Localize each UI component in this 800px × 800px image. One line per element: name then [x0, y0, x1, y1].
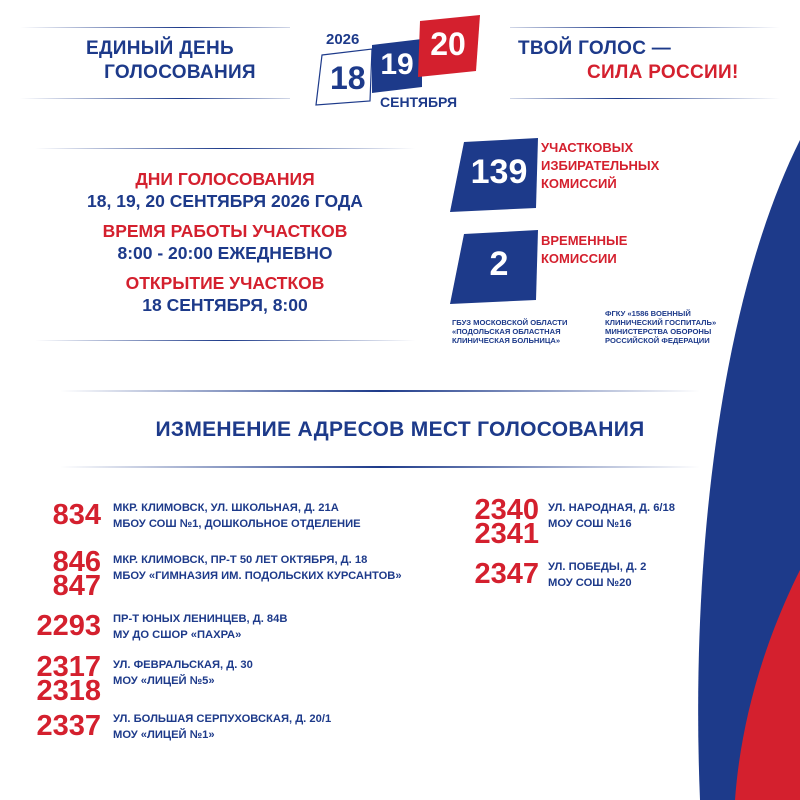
election-date-logo: [310, 15, 490, 115]
temp-note2-line4: РОССИЙСКОЙ ФЕДЕРАЦИИ: [605, 336, 710, 345]
address-line: УЛ. ПОБЕДЫ, Д. 2: [548, 561, 647, 573]
precinct-number: 2341: [474, 518, 539, 550]
opening-title: ОТКРЫТИЕ УЧАСТКОВ: [125, 273, 325, 293]
address-entry: [548, 559, 646, 591]
address-line: УЛ. ФЕВРАЛЬСКАЯ, Д. 30: [113, 659, 253, 671]
opening-value: 18 СЕНТЯБРЯ, 8:00: [142, 295, 308, 315]
logo-year: 2026: [326, 31, 360, 48]
address-entry: [113, 500, 361, 532]
address-entry: [113, 711, 331, 743]
logo-day-19: 19: [380, 48, 414, 81]
precinct-label-line2: ИЗБИРАТЕЛЬНЫХ: [541, 158, 660, 173]
logo-day-18: 18: [330, 60, 366, 96]
precinct-number: 834: [52, 499, 101, 531]
header-left-line1: ЕДИНЫЙ ДЕНЬ: [85, 38, 234, 59]
info-rule-bottom: [35, 340, 415, 341]
temp-note1-line3: КЛИНИЧЕСКАЯ БОЛЬНИЦА»: [452, 336, 561, 345]
header-left-title: [30, 37, 290, 85]
temp-note-military: [605, 309, 716, 345]
temp-note1-line1: ГБУЗ МОСКОВСКОЙ ОБЛАСТИ: [452, 318, 568, 327]
logo-day-20: 20: [430, 26, 466, 62]
address-line: УЛ. НАРОДНАЯ, Д. 6/18: [548, 502, 675, 514]
changes-rule-top: [60, 390, 700, 392]
precinct-count: 139: [470, 153, 528, 191]
precinct-number: 2347: [474, 558, 539, 590]
school-line: МУ ДО СШОР «ПАХРА»: [113, 629, 242, 641]
temp-note2-line3: МИНИСТЕРСТВА ОБОРОНЫ: [605, 327, 712, 336]
temp-label-line1: ВРЕМЕННЫЕ: [541, 233, 628, 248]
school-line: МОУ СОШ №20: [548, 577, 632, 589]
address-entry: [113, 552, 402, 584]
header-left-rule-bottom: [20, 98, 290, 99]
temp-note2-line2: КЛИНИЧЕСКИЙ ГОСПИТАЛЬ»: [605, 318, 717, 327]
precinct-number: 2318: [36, 675, 101, 707]
header-right-rule-top: [510, 27, 780, 28]
hours-value: 8:00 - 20:00 ЕЖЕДНЕВНО: [117, 243, 333, 263]
temp-count: 2: [489, 245, 509, 283]
info-rule-top: [35, 148, 415, 149]
precinct-label-line1: УЧАСТКОВЫХ: [541, 140, 634, 155]
address-line: ПР-Т ЮНЫХ ЛЕНИНЦЕВ, Д. 84В: [113, 613, 288, 625]
header-right-rule-bottom: [510, 98, 780, 99]
precinct-number: 2340: [474, 494, 539, 526]
precinct-number: 2293: [36, 610, 101, 642]
address-entry: [113, 657, 253, 689]
header-left-line2: ГОЛОСОВАНИЯ: [104, 62, 256, 83]
school-line: МБОУ «ГИМНАЗИЯ ИМ. ПОДОЛЬСКИХ КУРСАНТОВ»: [113, 570, 402, 582]
voting-days-value: 18, 19, 20 СЕНТЯБРЯ 2026 ГОДА: [87, 191, 363, 211]
address-line: МКР. КЛИМОВСК, ПР-Т 50 ЛЕТ ОКТЯБРЯ, Д. 18: [113, 554, 368, 566]
address-line: МКР. КЛИМОВСК, УЛ. ШКОЛЬНАЯ, Д. 21А: [113, 502, 339, 514]
precinct-number: 2337: [36, 710, 101, 742]
school-line: МБОУ СОШ №1, ДОШКОЛЬНОЕ ОТДЕЛЕНИЕ: [113, 518, 361, 530]
hours-title: ВРЕМЯ РАБОТЫ УЧАСТКОВ: [102, 221, 348, 241]
school-line: МОУ «ЛИЦЕЙ №5»: [113, 675, 215, 687]
changes-title: ИЗМЕНЕНИЕ АДРЕСОВ МЕСТ ГОЛОСОВАНИЯ: [155, 418, 645, 441]
precinct-number: 846: [52, 546, 101, 578]
address-entry: [113, 611, 287, 643]
temp-note2-line1: ФГКУ «1586 ВОЕННЫЙ: [605, 309, 691, 318]
address-line: УЛ. БОЛЬШАЯ СЕРПУХОВСКАЯ, Д. 20/1: [113, 713, 332, 725]
header-right-slogan: [500, 37, 770, 85]
temp-note1-line2: «ПОДОЛЬСКАЯ ОБЛАСТНАЯ: [452, 327, 561, 336]
header-right-line2: СИЛА РОССИИ!: [587, 62, 739, 83]
header-left-rule-top: [20, 27, 290, 28]
temp-label-line2: КОМИССИИ: [541, 251, 617, 266]
school-line: МОУ «ЛИЦЕЙ №1»: [113, 729, 215, 741]
temp-label: [541, 232, 627, 268]
precinct-number: 2317: [36, 651, 101, 683]
precinct-label-line3: КОМИССИЙ: [541, 176, 617, 191]
changes-rule-bottom: [60, 466, 700, 468]
school-line: МОУ СОШ №16: [548, 518, 632, 530]
logo-month: СЕНТЯБРЯ: [380, 94, 458, 110]
header-right-line1: ТВОЙ ГОЛОС —: [518, 38, 672, 59]
voting-days-title: ДНИ ГОЛОСОВАНИЯ: [135, 169, 315, 189]
precinct-number: 847: [52, 570, 101, 602]
address-entry: [548, 500, 675, 532]
info-block: [30, 168, 420, 316]
temp-note-hospital: [452, 318, 567, 345]
precinct-label: [541, 139, 659, 193]
